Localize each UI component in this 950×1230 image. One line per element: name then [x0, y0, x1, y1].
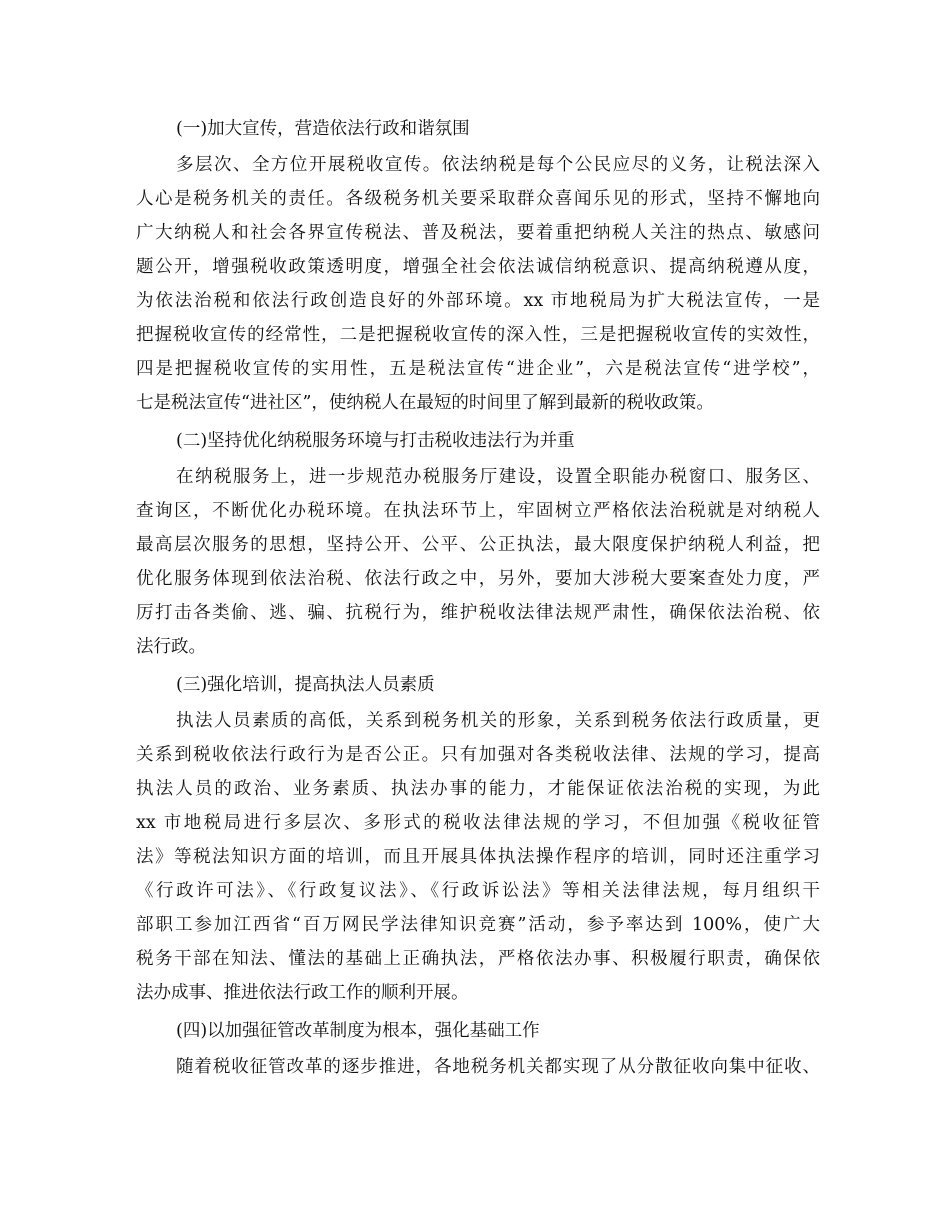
paragraph-line: 法》等税法知识方面的培训，而且开展具体执法操作程序的培训，同时还注重学习 — [136, 847, 820, 867]
paragraph-line: 四是把握税收宣传的实用性，五是税法宣传“进企业”，六是税法宣传“进学校”， — [136, 359, 820, 379]
section-heading-1: (一)加大宣传，营造依法行政和谐氛围 — [176, 119, 470, 139]
paragraph-line: 题公开，增强税收政策透明度，增强全社会依法诚信纳税意识、提高纳税遵从度， — [136, 257, 820, 277]
section-heading-3: (三)强化培训，提高执法人员素质 — [176, 675, 435, 695]
paragraph-line: 税务干部在知法、懂法的基础上正确执法，严格依法办事、积极履行职责，确保依 — [136, 949, 820, 969]
paragraph-line: 最高层次服务的思想，坚持公开、公平、公正执法，最大限度保护纳税人利益，把 — [136, 535, 820, 555]
paragraph-line: 查询区，不断优化办税环境。在执法环节上，牢固树立严格依法治税就是对纳税人 — [136, 501, 820, 521]
paragraph-line: 法行政。 — [136, 637, 206, 657]
paragraph-line: 部职工参加江西省“百万网民学法律知识竞赛”活动，参予率达到 100%，使广大 — [136, 915, 820, 935]
paragraph-line: 七是税法宣传“进社区”，使纳税人在最短的时间里了解到最新的税收政策。 — [136, 393, 714, 413]
paragraph-line: 把握税收宣传的经常性，二是把握税收宣传的深入性，三是把握税收宣传的实效性， — [136, 325, 820, 345]
paragraph-line: 执法人员素质的高低，关系到税务机关的形象，关系到税务依法行政质量，更 — [176, 711, 820, 731]
paragraph-line: 执法人员的政治、业务素质、执法办事的能力，才能保证依法治税的实现，为此 — [136, 779, 820, 799]
paragraph-line: 为依法治税和依法行政创造良好的外部环境。xx 市地税局为扩大税法宣传，一是 — [136, 291, 820, 311]
section-heading-4: (四)以加强征管改革制度为根本，强化基础工作 — [176, 1021, 540, 1041]
paragraph-line: 《行政许可法》、《行政复议法》、《行政诉讼法》等相关法律法规，每月组织干 — [136, 881, 820, 901]
paragraph-line: xx 市地税局进行多层次、多形式的税收法律法规的学习，不但加强《税收征管 — [136, 813, 820, 833]
paragraph-line: 厉打击各类偷、逃、骗、抗税行为，维护税收法律法规严肃性，确保依法治税、依 — [136, 603, 820, 623]
paragraph-line: 多层次、全方位开展税收宣传。依法纳税是每个公民应尽的义务，让税法深入 — [176, 155, 820, 175]
paragraph-line: 随着税收征管改革的逐步推进，各地税务机关都实现了从分散征收向集中征收、 — [176, 1057, 820, 1077]
section-heading-2: (二)坚持优化纳税服务环境与打击税收违法行为并重 — [176, 431, 575, 451]
paragraph-line: 关系到税收依法行政行为是否公正。只有加强对各类税收法律、法规的学习，提高 — [136, 745, 820, 765]
paragraph-line: 在纳税服务上，进一步规范办税服务厅建设，设置全职能办税窗口、服务区、 — [176, 467, 820, 487]
paragraph-line: 人心是税务机关的责任。各级税务机关要采取群众喜闻乐见的形式，坚持不懈地向 — [136, 189, 820, 209]
paragraph-line: 广大纳税人和社会各界宣传税法、普及税法，要着重把纳税人关注的热点、敏感问 — [136, 223, 820, 243]
paragraph-line: 优化服务体现到依法治税、依法行政之中，另外，要加大涉税大要案查处力度，严 — [136, 569, 820, 589]
paragraph-line: 法办成事、推进依法行政工作的顺利开展。 — [136, 983, 469, 1003]
